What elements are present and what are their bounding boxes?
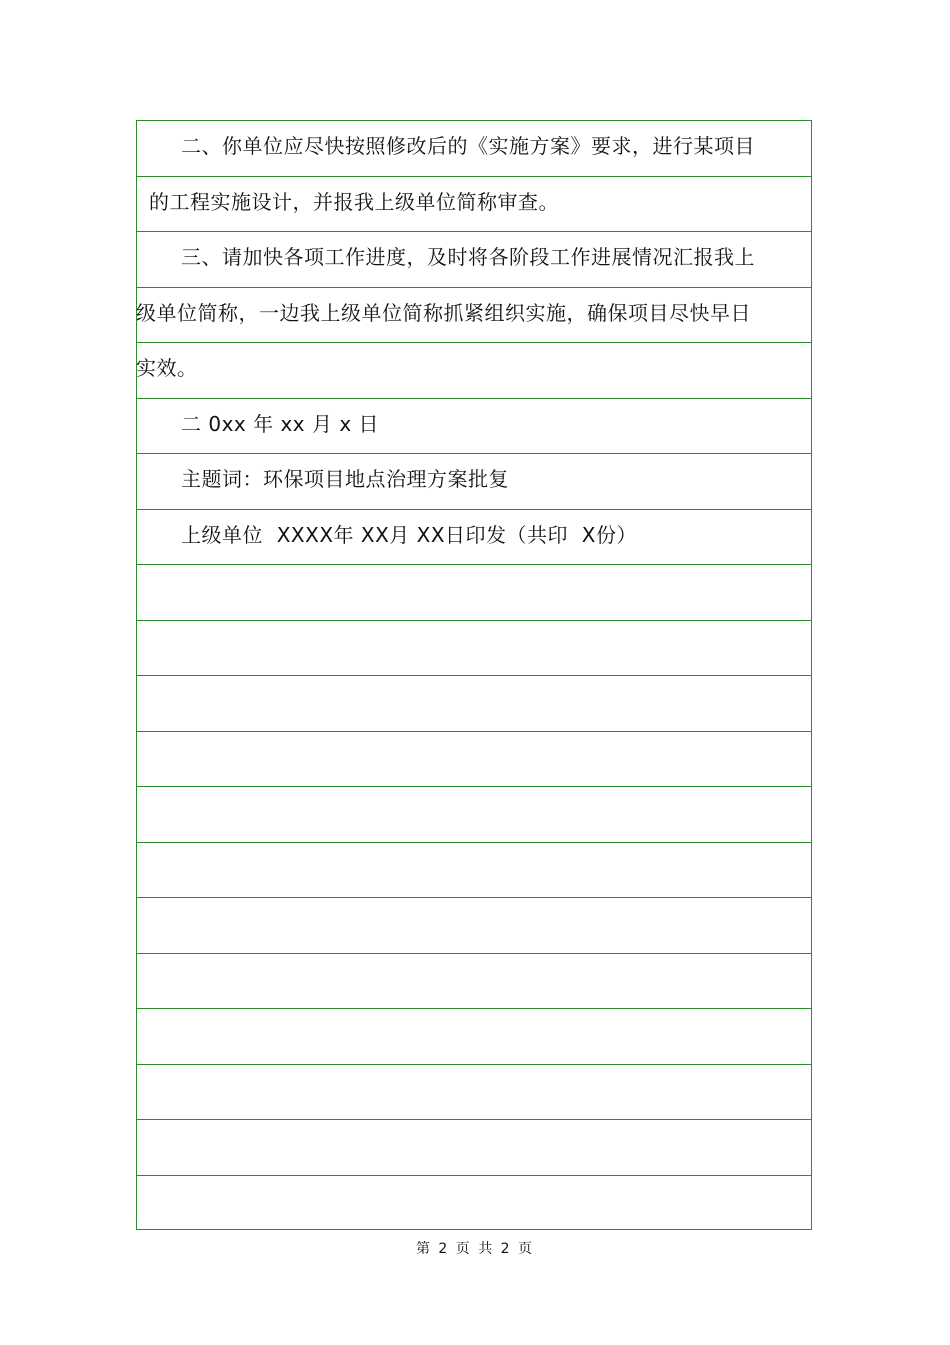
subject-row xyxy=(137,454,811,510)
empty-row xyxy=(137,1009,811,1065)
empty-row xyxy=(137,565,811,621)
text-row-3 xyxy=(137,232,811,288)
empty-row xyxy=(137,954,811,1010)
empty-row xyxy=(137,621,811,677)
paragraph-2-line-2: 的工程实施设计，并报我上级单位简称审查。 xyxy=(149,189,559,214)
empty-row xyxy=(137,732,811,788)
empty-row xyxy=(137,898,811,954)
text-row-1 xyxy=(137,121,811,177)
text-row-2 xyxy=(137,177,811,233)
text-row-5 xyxy=(137,343,811,399)
text-row-4 xyxy=(137,288,811,344)
empty-row xyxy=(137,676,811,732)
empty-row xyxy=(137,1120,811,1176)
paragraph-3-line-2: 级单位简称，一边我上级单位简称抓紧组织实施，确保项目尽快早日 xyxy=(136,300,751,325)
paragraph-2-line-1: 二、你单位应尽快按照修改后的《实施方案》要求，进行某项目 xyxy=(181,134,755,158)
empty-row xyxy=(137,787,811,843)
paragraph-3-line-1: 三、请加快各项工作进度，及时将各阶段工作进展情况汇报我上 xyxy=(181,245,755,269)
document-ruled-table xyxy=(136,120,812,1230)
subject-keywords: 主题词：环保项目地点治理方案批复 xyxy=(181,467,509,491)
paragraph-3-line-3: 实效。 xyxy=(136,356,198,380)
empty-row xyxy=(137,1065,811,1121)
empty-row xyxy=(137,843,811,899)
document-date: 二 0xx 年 xx 月 x 日 xyxy=(181,411,380,436)
date-row xyxy=(137,399,811,455)
issuer-print-line: 上级单位 XXXX年 XX月 XX日印发（共印 X份） xyxy=(181,522,637,547)
page-number-footer: 第 2 页 共 2 页 xyxy=(415,1241,535,1257)
empty-row xyxy=(137,1176,811,1232)
issuer-row xyxy=(137,510,811,566)
